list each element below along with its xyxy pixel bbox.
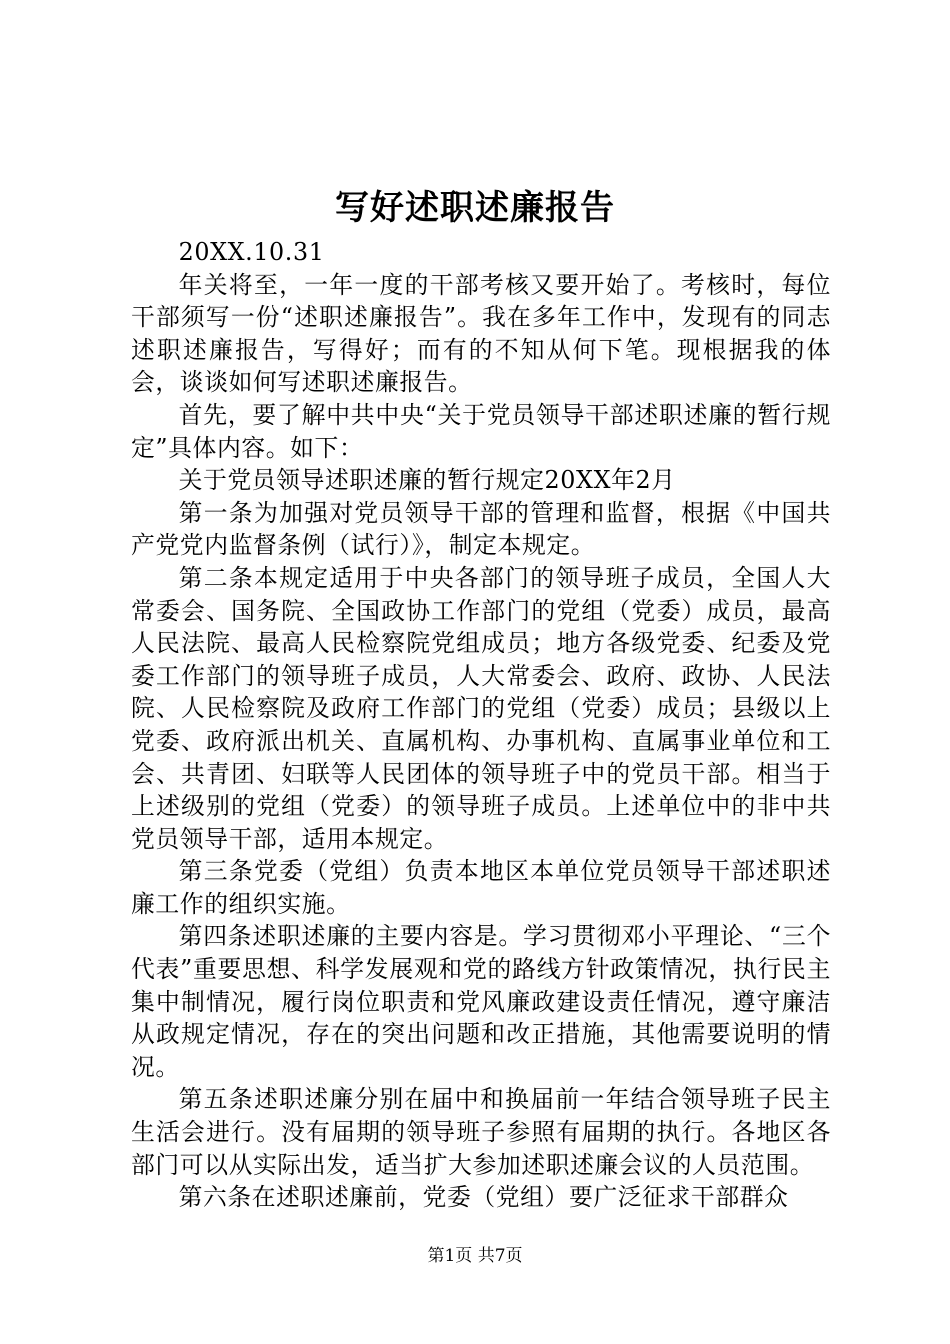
article-4: 第四条述职述廉的主要内容是。学习贯彻邓小平理论、“三个代表”重要思想、科学发展观和党的路线方针政策情况，执行民主集中制情况，履行岗位职责和党风廉政建设责任情况，遵守廉洁从政规定情况，存在的突出问题和改正措施，其他需要说明的情况。 xyxy=(131,922,831,1081)
article-1: 第一条为加强对党员领导干部的管理和监督，根据《中国共产党党内监督条例（试行）》，制定本规定。 xyxy=(131,498,831,560)
document-body xyxy=(131,236,831,1214)
article-5: 第五条述职述廉分别在届中和换届前一年结合领导班子民主生活会进行。没有届期的领导班子参照有届期的执行。各地区各部门可以从实际出发，适当扩大参加述职述廉会议的人员范围。 xyxy=(131,1085,831,1179)
document-date: 20XX.10.31 xyxy=(178,238,325,266)
document-title: 写好述职述廉报告 xyxy=(335,188,615,228)
regulation-heading: 关于党员领导述职述廉的暂行规定20XX年2月 xyxy=(178,466,676,495)
article-6: 第六条在述职述廉前，党委（党组）要广泛征求干部群众 xyxy=(178,1183,789,1212)
article-3: 第三条党委（党组）负责本地区本单位党员领导干部述职述廉工作的组织实施。 xyxy=(131,857,831,918)
article-2: 第二条本规定适用于中央各部门的领导班子成员，全国人大常委会、国务院、全国政协工作部门的党组（党委）成员，最高人民法院、最高人民检察院党组成员；地方各级党委、纪委及党委工作部门的领导班子成员，人大常委会、政府、政协、人民法院、人民检察院及政府工作部门的党组（党委）成员；县级以上党委、政府派出机关、直属机构、办事机构、直属事业单位和工会、共青团、妇联等人民团体的领导班子中的党员干部。相当于上述级别的党组（党委）的领导班子成员。上述单位中的非中共党员领导干部，适用本规定。 xyxy=(131,563,831,853)
paragraph: 年关将至，一年一度的干部考核又要开始了。考核时，每位干部须写一份“述职述廉报告”。我在多年工作中，发现有的同志述职述廉报告，写得好；而有的不知从何下笔。现根据我的体会，谈谈如何写述职述廉报告。 xyxy=(131,270,831,397)
page-footer: 第1页 共7页 xyxy=(427,1246,523,1266)
paragraph: 首先，要了解中共中央“关于党员领导干部述职述廉的暂行规定”具体内容。如下： xyxy=(131,400,831,462)
